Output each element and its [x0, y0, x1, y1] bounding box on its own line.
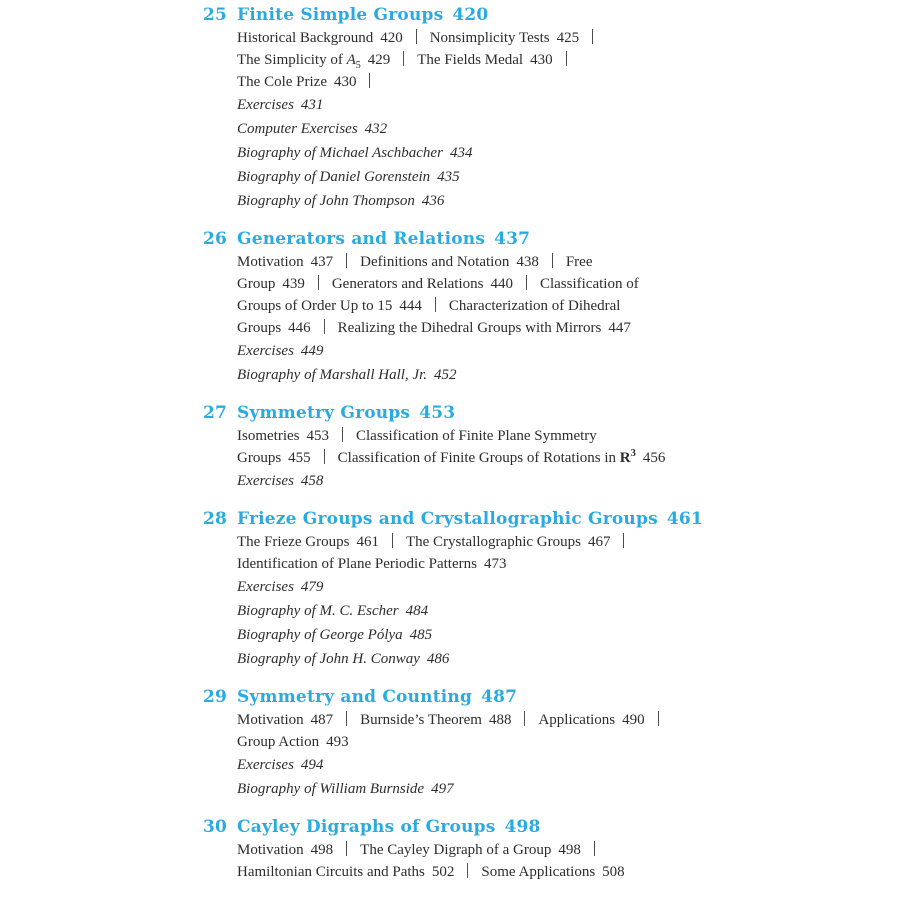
chapter-lines [237, 27, 902, 213]
toc-chapter [203, 3, 902, 213]
section-title: Generators and Relations [331, 276, 484, 292]
section-page: 455 [288, 450, 311, 466]
chapter-lines [237, 531, 902, 671]
extra-line [237, 93, 902, 117]
chapter-title: Frieze Groups and Crystallographic Groups [237, 509, 658, 529]
separator-bar [524, 711, 525, 726]
chapter-number: 25 [203, 5, 228, 25]
chapter-title: Cayley Digraphs of Groups [237, 817, 496, 837]
section-title: Definitions and Notation [360, 254, 510, 270]
section-page: 447 [608, 320, 631, 336]
extra-title: Biography of Marshall Hall, Jr. [237, 367, 427, 383]
chapter-page: 498 [504, 817, 541, 837]
section-title: Hamiltonian Circuits and Paths [237, 864, 425, 880]
section-page: 498 [558, 842, 581, 858]
chapter-number: 30 [203, 817, 228, 837]
extra-title: Biography of John H. Conway [237, 651, 420, 667]
extra-title: Biography of Daniel Gorenstein [237, 169, 431, 185]
chapter-heading [203, 815, 902, 839]
extra-page: 479 [300, 579, 324, 595]
extra-page: 484 [405, 603, 429, 619]
extra-title: Biography of William Burnside [237, 781, 425, 797]
chapter-page: 461 [666, 509, 703, 529]
section-page: 508 [602, 864, 625, 880]
chapter-title: Finite Simple Groups [237, 5, 444, 25]
section-page: 438 [516, 254, 539, 270]
extra-page: 485 [409, 627, 433, 643]
section-title: Group [237, 276, 276, 292]
chapter-title: Symmetry Groups [237, 403, 411, 423]
section-page: 446 [288, 320, 311, 336]
chapter-heading [203, 227, 902, 251]
section-title: Burnside’s Theorem [360, 712, 482, 728]
chapter-number: 27 [203, 403, 228, 423]
section-title: Identification of Plane Periodic Patterns [237, 556, 477, 572]
extra-title: Biography of M. C. Escher [237, 603, 399, 619]
section-title: Isometries [237, 428, 300, 444]
separator-bar [346, 841, 347, 856]
section-title: Groups of Order Up to 15 [237, 298, 393, 314]
section-title: Characterization of Dihedral [448, 298, 621, 314]
chapter-lines [237, 425, 902, 493]
section-title: Groups [237, 320, 282, 336]
separator-bar [346, 253, 347, 268]
section-page: 430 [333, 74, 357, 90]
extra-line [237, 753, 902, 777]
section-title: Free [565, 254, 593, 270]
section-title: The Crystallographic Groups [405, 534, 581, 550]
section-page: 430 [530, 52, 553, 68]
extra-line [237, 363, 902, 387]
section-page: 498 [310, 842, 334, 858]
chapter-heading [203, 685, 902, 709]
extra-line [237, 599, 902, 623]
chapter-title: Generators and Relations [237, 229, 486, 249]
section-line [237, 27, 902, 49]
extra-title: Exercises [237, 757, 294, 773]
extra-title: Biography of Michael Aschbacher [237, 145, 443, 161]
section-page: 440 [490, 276, 513, 292]
extra-title: Biography of John Thompson [237, 193, 415, 209]
section-title: Motivation [237, 712, 304, 728]
separator-bar [342, 427, 343, 442]
separator-bar [403, 51, 404, 66]
extra-line [237, 189, 902, 213]
separator-bar [552, 253, 553, 268]
extra-title: Exercises [237, 579, 294, 595]
chapter-heading [203, 401, 902, 425]
section-page: 473 [483, 556, 507, 572]
extra-line [237, 141, 902, 165]
extra-page: 432 [364, 121, 388, 137]
chapter-lines [237, 839, 902, 883]
section-title: The Fields Medal [417, 52, 524, 68]
section-title: Nonsimplicity Tests [429, 30, 550, 46]
section-page: 439 [282, 276, 305, 292]
extra-page: 434 [449, 145, 473, 161]
section-title: Classification of [539, 276, 639, 292]
section-title: The Cayley Digraph of a Group [360, 842, 552, 858]
chapter-lines [237, 251, 902, 387]
section-line [237, 49, 902, 71]
section-line [237, 531, 902, 553]
extra-page: 486 [426, 651, 450, 667]
section-page: 444 [399, 298, 422, 314]
section-line [237, 425, 902, 447]
separator-bar [526, 275, 527, 290]
separator-bar [324, 449, 325, 464]
section-title: Some Applications [481, 864, 596, 880]
extra-line [237, 575, 902, 599]
extra-title: Exercises [237, 473, 294, 489]
separator-bar [592, 29, 593, 44]
section-page: 461 [356, 534, 379, 550]
section-title: Classification of Finite Plane Symmetry [355, 428, 597, 444]
extra-line [237, 623, 902, 647]
section-line [237, 709, 902, 731]
extra-title: Exercises [237, 97, 294, 113]
chapter-number: 29 [203, 687, 228, 707]
extra-line [237, 117, 902, 141]
section-page: 453 [306, 428, 329, 444]
extra-title: Biography of George Pólya [237, 627, 403, 643]
math-subscript: 5 [355, 60, 361, 71]
separator-bar [369, 73, 370, 88]
section-title: The Frieze Groups [237, 534, 350, 550]
extra-page: 494 [300, 757, 324, 773]
toc-chapter [203, 685, 902, 801]
extra-line [237, 777, 902, 801]
section-title: The Cole Prize [237, 74, 327, 90]
chapter-lines [237, 709, 902, 801]
separator-bar [416, 29, 417, 44]
section-title: Historical Background [237, 30, 374, 46]
extra-page: 449 [300, 343, 324, 359]
math-variable-bold: R [619, 450, 631, 466]
separator-bar [594, 841, 595, 856]
chapter-page: 487 [481, 687, 518, 707]
extra-page: 452 [434, 367, 457, 383]
chapter-number: 28 [203, 509, 228, 529]
extra-page: 436 [421, 193, 445, 209]
section-page: 425 [556, 30, 580, 46]
section-line [237, 295, 902, 317]
chapter-number: 26 [203, 229, 228, 249]
section-page: 467 [587, 534, 611, 550]
separator-bar [658, 711, 659, 726]
extra-page: 435 [437, 169, 460, 185]
toc-chapter [203, 815, 902, 883]
extra-page: 431 [300, 97, 324, 113]
extra-page: 497 [431, 781, 454, 797]
math-variable: A [346, 52, 356, 68]
section-title: Motivation [237, 842, 304, 858]
section-line [237, 731, 902, 753]
extra-line [237, 647, 902, 671]
section-page: 456 [642, 450, 666, 466]
chapter-title: Symmetry and Counting [237, 687, 473, 707]
section-line [237, 553, 902, 575]
section-line [237, 839, 902, 861]
extra-line [237, 165, 902, 189]
extra-page: 458 [300, 473, 324, 489]
separator-bar [318, 275, 319, 290]
toc-chapter [203, 507, 902, 671]
section-title: The Simplicity of [237, 52, 347, 68]
section-line [237, 273, 902, 295]
separator-bar [467, 863, 468, 878]
separator-bar [435, 297, 436, 312]
toc-chapter [203, 401, 902, 493]
section-page: 437 [310, 254, 334, 270]
section-page: 490 [622, 712, 645, 728]
section-title: Groups [237, 450, 282, 466]
separator-bar [346, 711, 347, 726]
separator-bar [566, 51, 567, 66]
section-page: 502 [431, 864, 455, 880]
toc-chapter [203, 227, 902, 387]
chapter-heading [203, 3, 902, 27]
chapter-page: 437 [494, 229, 531, 249]
section-page: 487 [310, 712, 334, 728]
section-title: Motivation [237, 254, 304, 270]
section-line [237, 447, 902, 469]
section-line [237, 861, 902, 883]
extra-line [237, 469, 902, 493]
section-title: Group Action [237, 734, 320, 750]
extra-line [237, 339, 902, 363]
extra-title: Computer Exercises [237, 121, 358, 137]
section-page: 420 [380, 30, 403, 46]
section-title: Realizing the Dihedral Groups with Mirrors [337, 320, 602, 336]
section-page: 493 [326, 734, 349, 750]
section-line [237, 71, 902, 93]
section-page: 488 [488, 712, 512, 728]
math-superscript: 3 [630, 448, 636, 459]
chapter-page: 453 [419, 403, 456, 423]
chapter-heading [203, 507, 902, 531]
separator-bar [324, 319, 325, 334]
separator-bar [623, 533, 624, 548]
section-title: Classification of Finite Groups of Rotations in [337, 450, 620, 466]
separator-bar [392, 533, 393, 548]
chapter-page: 420 [452, 5, 489, 25]
section-line [237, 317, 902, 339]
section-title: Applications [538, 712, 616, 728]
section-line [237, 251, 902, 273]
extra-title: Exercises [237, 343, 294, 359]
section-page: 429 [367, 52, 391, 68]
